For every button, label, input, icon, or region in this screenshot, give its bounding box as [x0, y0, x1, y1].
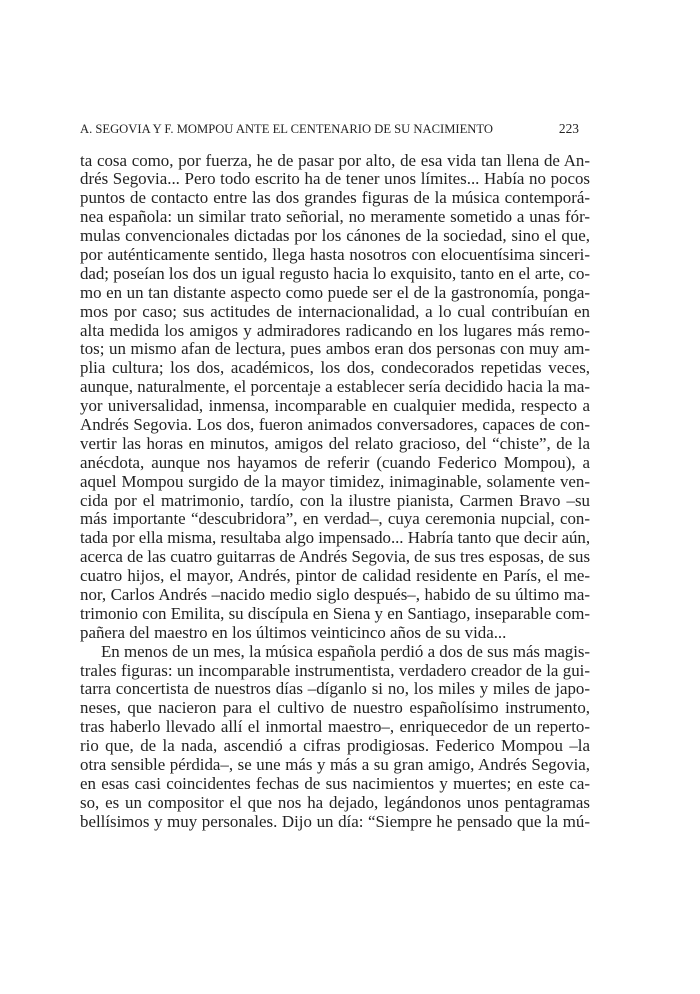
text-line-content: alta medida los amigos y admiradores radicando en los lugares más remo-: [80, 320, 590, 340]
text-line-content: ta cosa como, por fuerza, he de pasar por alto, de esa vida tan llena de An-: [80, 150, 590, 170]
text-line: [80, 340, 590, 359]
text-line: [80, 794, 590, 813]
text-line-content: puntos de contacto entre las dos grandes figuras de la música contemporá-: [80, 188, 590, 208]
text-line: [80, 227, 590, 246]
text-line-content: aunque, naturalmente, el porcentaje a establecer sería decidido hacia la ma-: [80, 377, 590, 397]
text-line-content: tarra concertista de nuestros días –díganlo si no, los miles y miles de japo-: [80, 679, 590, 699]
text-line-content: acerca de las cuatro guitarras de Andrés Segovia, de sus tres esposas, de sus: [80, 547, 590, 567]
text-line: [80, 737, 590, 756]
text-line-content: neses, que nacieron para el cultivo de nuestro españolísimo instrumento,: [80, 698, 590, 718]
text-line-content: en esas casi coincidentes fechas de sus nacimientos y muertes; en este ca-: [80, 773, 590, 793]
text-line-content: mo en un tan distante aspecto como puede ser el de la gastronomía, ponga-: [80, 282, 590, 302]
text-line-content: nea española: un similar trato señorial, no meramente sometido a unas fór-: [80, 207, 590, 227]
text-line-content: pañera del maestro en los últimos veinticinco años de su vida...: [80, 622, 507, 642]
text-line: [80, 322, 590, 341]
text-line-content: tos; un mismo afan de lectura, pues ambos eran dos personas con muy am-: [80, 339, 590, 359]
text-line: [80, 397, 590, 416]
text-line: [80, 586, 590, 605]
text-line: [80, 265, 590, 284]
paragraph: [80, 643, 590, 832]
text-line: [80, 510, 590, 529]
body-text: [80, 152, 590, 832]
text-line-content: dad; poseían los dos un igual regusto hacia lo exquisito, tanto en el arte, co-: [80, 263, 590, 283]
text-line-content: cuatro hijos, el mayor, Andrés, pintor de calidad residente en París, el me-: [80, 566, 590, 586]
running-title: A. SEGOVIA Y F. MOMPOU ANTE EL CENTENARIO DE SU NACIMIENTO: [80, 122, 493, 136]
text-line-content: rio que, de la nada, ascendió a cifras prodigiosas. Federico Mompou –la: [80, 736, 590, 756]
text-line: [80, 473, 590, 492]
text-line-content: trimonio con Emilita, su discípula en Siena y en Santiago, inseparable com-: [80, 603, 590, 623]
text-line-content: drés Segovia... Pero todo escrito ha de tener unos límites... Había no pocos: [80, 169, 590, 189]
text-line-content: más importante “descubridora”, en verdad–, cuya ceremonia nupcial, con-: [80, 509, 590, 529]
text-line-content: Andrés Segovia. Los dos, fueron animados conversadores, capaces de con-: [80, 414, 590, 434]
text-line: [80, 284, 590, 303]
text-line-content: por auténticamente sentido, llega hasta nosotros con elocuentísima sinceri-: [80, 244, 590, 264]
text-line: [80, 435, 590, 454]
text-line: [80, 170, 590, 189]
text-line-content: vertir las horas en minutos, amigos del relato gracioso, del “chiste”, de la: [80, 433, 590, 453]
text-line-content: tada por ella misma, resultaba algo impensado... Habría tanto que decir aún,: [80, 528, 590, 548]
page-number: 223: [558, 121, 579, 136]
text-line: [80, 378, 590, 397]
text-line-content: so, es un compositor el que nos ha dejado, legándonos unos pentagramas: [80, 792, 590, 812]
text-line-content: aquel Mompou surgido de la mayor timidez, inimaginable, solamente ven-: [80, 471, 590, 491]
text-line-content: trales figuras: un incomparable instrumentista, verdadero creador de la gui-: [80, 660, 590, 680]
text-line: [80, 454, 590, 473]
text-line: [80, 756, 590, 775]
text-line: [80, 208, 590, 227]
text-line: [80, 775, 590, 794]
text-line: [80, 529, 590, 548]
text-line-content: cida por el matrimonio, tardío, con la ilustre pianista, Carmen Bravo –su: [80, 490, 590, 510]
text-line: [80, 718, 590, 737]
text-line: [80, 662, 590, 681]
paragraph: [80, 152, 590, 643]
text-line: [80, 416, 590, 435]
text-line-content: mulas convencionales dictadas por los cánones de la sociedad, sino el que,: [80, 226, 590, 246]
text-line-content: otra sensible pérdida–, se une más y más a su gran amigo, Andrés Segovia,: [80, 755, 590, 774]
text-line: [80, 189, 590, 208]
text-line: [80, 605, 590, 624]
text-line-content: bellísimos y muy personales. Dijo un día: “Siempre he pensado que la mú-: [80, 811, 590, 831]
running-head: [80, 121, 579, 137]
text-line: [80, 699, 590, 718]
text-line: [80, 813, 590, 832]
text-line: [80, 624, 590, 643]
text-line: [80, 680, 590, 699]
text-line: [80, 303, 590, 322]
text-line-content: mos por caso; sus actitudes de internacionalidad, a lo cual contribuían en: [80, 301, 590, 321]
text-line-content: tras haberlo llevado allí el inmortal maestro–, enriquecedor de un reperto-: [80, 717, 590, 737]
text-line-content: En menos de un mes, la música española perdió a dos de sus más magis-: [101, 641, 590, 661]
text-line-content: nor, Carlos Andrés –nacido medio siglo después–, habido de su último ma-: [80, 584, 590, 604]
text-line-content: yor universalidad, inmensa, incomparable en cualquier medida, respecto a: [80, 396, 590, 416]
text-line: [80, 492, 590, 511]
text-line-content: anécdota, aunque nos hayamos de referir (cuando Federico Mompou), a: [80, 452, 590, 472]
text-line: [80, 152, 590, 171]
text-line: [80, 246, 590, 265]
text-line-content: plia cultura; los dos, académicos, los dos, condecorados repetidas veces,: [80, 358, 590, 378]
text-line: [80, 567, 590, 586]
text-line: [80, 548, 590, 567]
text-line: [80, 359, 590, 378]
text-line: [80, 643, 590, 662]
